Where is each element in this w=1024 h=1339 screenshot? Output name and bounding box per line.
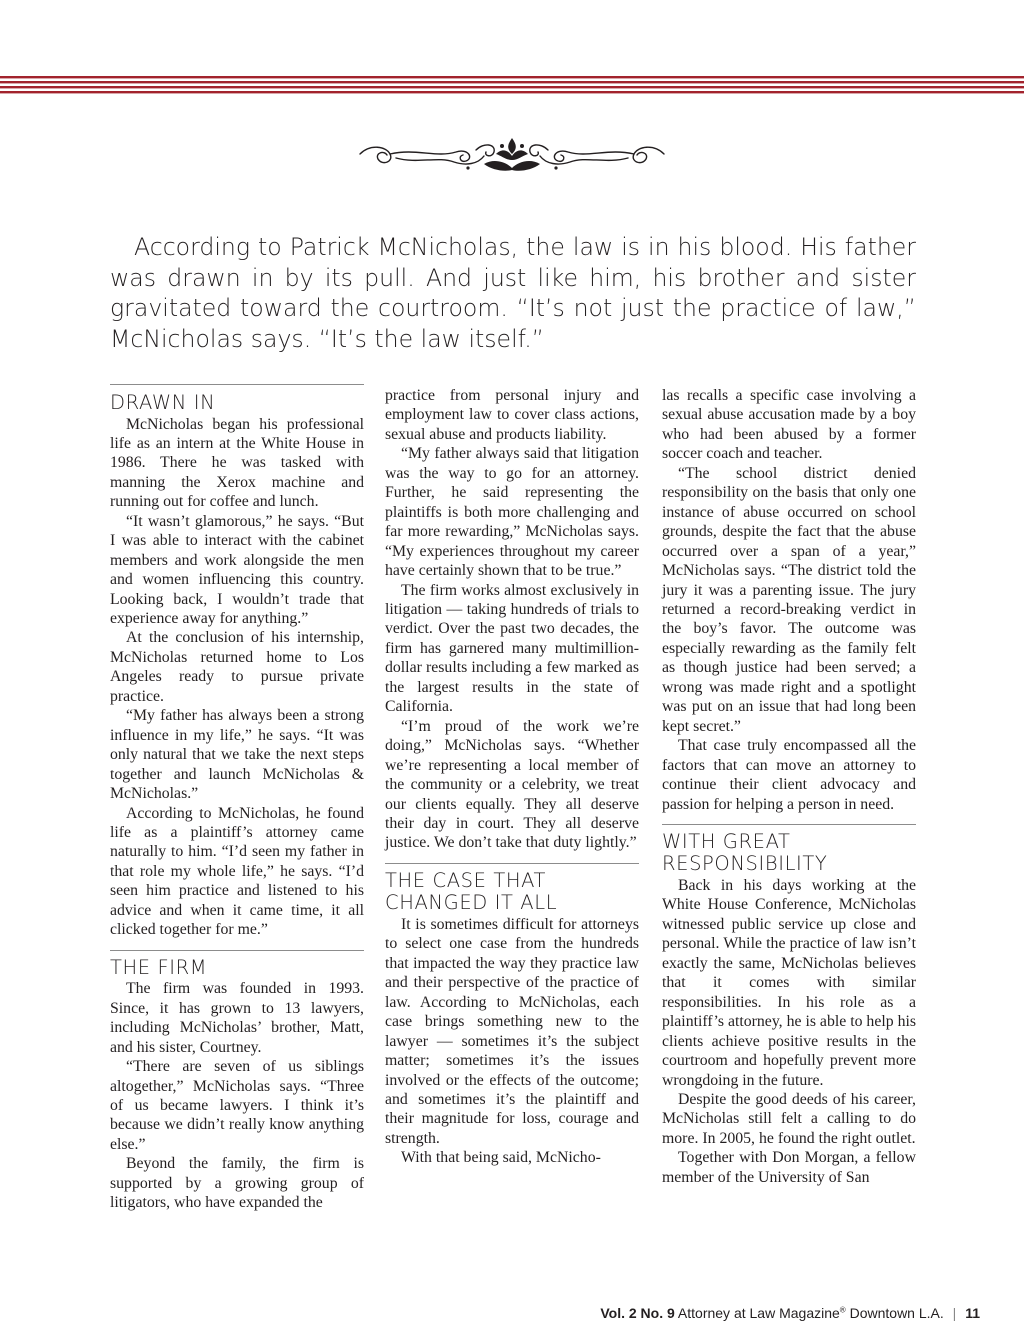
body-paragraph: The firm works almost exclusively in litigation — taking hundreds of trials to verdict. Over the past two decades, the firm has garnered many multimillion-dollar results including a few marked as the largest results in the state of California. xyxy=(385,581,639,716)
footer-volume: Vol. 2 No. 9 xyxy=(600,1305,675,1321)
body-paragraph: las recalls a specific case involving a sexual abuse accusation made by a boy who had been abused by a former soccer coach and teacher. xyxy=(662,387,916,463)
section-heading-the-case: THE CASE THAT CHANGED IT ALL xyxy=(385,863,639,915)
body-paragraph: “There are seven of us siblings altogether,” McNicholas says. “Three of us became lawyers. I think it’s because we didn’t really know anything else.” xyxy=(110,1058,364,1153)
article-column-1 xyxy=(110,384,364,1213)
section-heading-the-firm: THE FIRM xyxy=(110,950,364,980)
body-paragraph: Back in his days working at the White House Conference, McNicholas witnessed public service up close and personal. While the practice of law isn’t exactly the same, McNicholas believes that it comes with similar responsibilities. In his role as a plaintiff’s attorney, he is able to help his clients achieve positive results in the courtroom and hopefully prevent more wrongdoing in the future. xyxy=(662,876,917,1089)
article-column-2 xyxy=(385,386,639,1168)
header-rule-lines xyxy=(0,76,1024,96)
article-column-3 xyxy=(662,386,916,1187)
body-paragraph: According to McNicholas, he found life as a plaintiff’s attorney came naturally to him. “I’d seen my father in that role my whole life,” he says. “I’d seen him practice and listened to his advice and when it came time, it all clicked together for me.” xyxy=(110,804,364,939)
footer-edition: Downtown L.A. xyxy=(849,1305,944,1321)
intro-text: According to Patrick McNicholas, the law is in his blood. His father was drawn in by its pull. And just like him, his brother and sister gravitated toward the courtroom. “It’s not just the practice of law,” McNicholas says. “It’s the law itself.” xyxy=(110,233,916,353)
body-paragraph: McNicholas began his professional life as an intern at the White House in 1986. There he was tasked with manning the Xerox machine and running out for coffee and lunch. xyxy=(110,415,364,511)
body-paragraph: “My father always said that litigation was the way to go for an attorney. Further, he said representing the plaintiffs is both more challenging and far more rewarding,” McNicholas says. “My experiences throughout my career have certainly shown that to be true.” xyxy=(385,445,639,580)
body-paragraph: Beyond the family, the firm is supported by a growing group of litigators, who have expanded the xyxy=(110,1155,364,1212)
section-heading-with-great-responsibility: WITH GREAT RESPONSIBILITY xyxy=(662,824,916,876)
body-paragraph: That case truly encompassed all the factors that can move an attorney to continue their client advocacy and passion for helping a person in need. xyxy=(662,737,916,813)
body-paragraph: “It wasn’t glamorous,” he says. “But I was able to interact with the cabinet members and work alongside the men and women influencing this country. Looking back, I wouldn’t trade that experience away for anything.” xyxy=(110,512,364,628)
body-paragraph: “My father has always been a strong influence in my life,” he says. “It was only natural that we take the next steps together and launch McNicholas & McNicholas.” xyxy=(110,707,364,803)
body-paragraph: “I’m proud of the work we’re doing,” McNicholas says. “Whether we’re representing a local member of the community or a celebrity, we treat our clients equally. They all deserve their day in court. They all deserve justice. We don’t take that duty lightly.” xyxy=(385,717,639,852)
intro-paragraph xyxy=(110,232,916,354)
body-paragraph: Despite the good deeds of his career, McNicholas still felt a calling to do more. In 2005, he found the right outlet. xyxy=(662,1090,916,1147)
body-paragraph: At the conclusion of his internship, McNicholas returned home to Los Angeles ready to pursue private practice. xyxy=(110,629,364,705)
footer-magazine: Attorney at Law Magazine xyxy=(677,1305,840,1321)
footer-registered-mark: ® xyxy=(839,1305,846,1315)
body-paragraph: The firm was founded in 1993. Since, it has grown to 13 lawyers, including McNicholas’ brother, Matt, and his sister, Courtney. xyxy=(110,980,364,1056)
scroll-flourish-ornament-icon xyxy=(356,134,668,178)
body-paragraph: Together with Don Morgan, a fellow member of the University of San xyxy=(662,1149,916,1186)
footer-separator: | xyxy=(952,1305,957,1321)
page-footer xyxy=(600,1305,980,1321)
section-heading-drawn-in: DRAWN IN xyxy=(110,384,364,415)
body-paragraph: With that being said, McNicho- xyxy=(401,1149,601,1167)
body-paragraph: “The school district denied responsibility on the basis that only one instance of abuse occurred on school grounds, despite the fact that the abuse occurred over a span of a year,” McNicholas says. “The district told the jury it was a parenting issue. The jury returned a record-breaking verdict in the boy’s favor. The outcome was especially rewarding as the family felt as though justice had been served; a wrong was made right and a spotlight was put on an issue that had long been kept secret.” xyxy=(662,464,916,735)
page-number: 11 xyxy=(965,1305,980,1321)
body-paragraph: practice from personal injury and employment law to cover class actions, sexual abuse and products liability. xyxy=(385,387,639,443)
body-paragraph: It is sometimes difficult for attorneys to select one case from the hundreds that impacted the way they practice law and their perspective of the practice of law. According to McNicholas, each case brings something new to the lawyer — sometimes it’s the subject matter; sometimes it’s the issues involved or the effects of the outcome; and sometimes it’s the plaintiff and their magnitude for loss, courage and strength. xyxy=(385,915,639,1147)
